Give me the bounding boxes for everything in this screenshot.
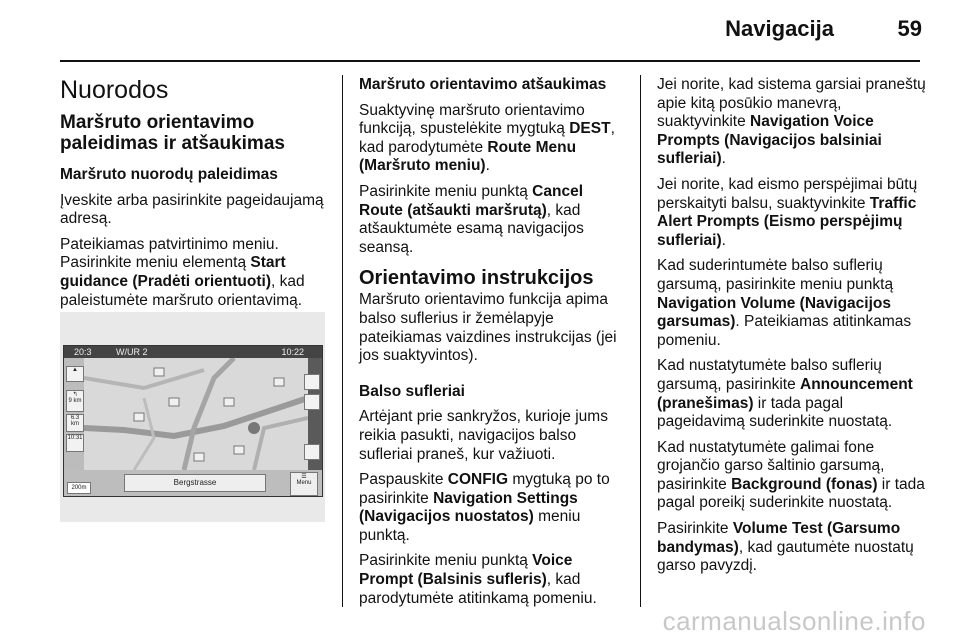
paragraph: Maršruto orientavimo funkcija apima balso suflerius ir žemėlapyje pateikiamas vaizdines instrukcijas (jei jos suaktyvintos). (359, 291, 617, 365)
nav-map (84, 358, 308, 470)
nav-status-bar (64, 346, 322, 358)
paragraph: Artėjant prie sankryžos, kurioje jums reikia pasukti, navigacijos balso sufleriai praneš, kur važiuoti. (359, 408, 608, 463)
paragraph: Kad nustatytumėte galimai fone grojančio garso šaltinio garsumą, pasirinkite Background (fonas) ir tada pagal poreikį suderinkite nuostatą. (657, 438, 925, 512)
paragraph: Kad nustatytumėte balso suflerių garsumą, pasirinkite Announcement (pranešimas) ir tada pagal pageidavimą suderinkite nuostatą. (657, 357, 913, 431)
paragraph: Pateikiamas patvirtinimo meniu. Pasirinkite meniu elementą Start guidance (Pradėti orientuoti), kad paleistumėte maršruto orientavimą. (60, 235, 305, 309)
map-graphic (84, 358, 308, 470)
zoom-in-icon[interactable] (304, 374, 320, 390)
paragraph: Suaktyvinę maršruto orientavimo funkciją, spustelėkite mygtuką DEST, kad parodytumėte Route Menu (Maršruto meniu). (359, 101, 615, 175)
paragraph-heading: Balso sufleriai (359, 382, 465, 400)
paragraph: Jei norite, kad eismo perspėjimai būtų perskaityti balsu, suaktyvinkite Traffic Alert Prompts (Eismo perspėjimų sufleriai). (657, 175, 918, 249)
subsection-title: Maršruto orientavimo paleidimas ir atšaukimas (60, 112, 285, 154)
nav-guidance-panel (64, 358, 84, 480)
header-rule (60, 60, 920, 62)
paragraph-heading: Maršruto orientavimo atšaukimas (359, 76, 607, 93)
turn-arrow-icon: ↰ 9 km (66, 390, 84, 412)
menu-icon: ☰ (301, 474, 307, 480)
map-option-icon[interactable] (304, 444, 320, 460)
paragraph: Įveskite arba pasirinkite pageidaujamą adresą. (60, 191, 324, 228)
compass-icon[interactable]: ▲ (66, 366, 84, 382)
menu-button[interactable]: ☰ Menu (290, 472, 318, 496)
nav-distance: 6.3 km (66, 414, 84, 432)
nav-road-name: W/UR 2 (116, 347, 148, 357)
column-2 (359, 76, 629, 615)
nav-display (63, 345, 323, 497)
map-scale: 200m (67, 482, 91, 494)
nav-bottom-bar (64, 470, 322, 496)
navigation-screenshot (60, 312, 325, 522)
column-1 (60, 76, 328, 317)
nav-arrival: 10:31 (66, 434, 84, 452)
paragraph: Pasirinkite meniu punktą Voice Prompt (Balsinis sufleris), kad parodytumėte atitinkamą pomeniu. (359, 552, 597, 607)
column-3 (657, 76, 929, 583)
nav-eta: 10:22 (281, 347, 304, 357)
page-number: 59 (897, 16, 922, 41)
header-title: Navigacija (725, 16, 834, 41)
paragraph-heading: Maršruto nuorodų paleidimas (60, 166, 278, 183)
current-street-button[interactable]: Bergstrasse (124, 474, 266, 492)
paragraph: Pasirinkite Volume Test (Garsumo bandymas), kad gautumėte nuostatų garso pavyzdį. (657, 520, 914, 575)
zoom-out-icon[interactable] (304, 394, 320, 410)
subsection-title: Orientavimo instrukcijos (359, 267, 594, 290)
paragraph: Jei norite, kad sistema garsiai praneštų apie kitą posūkio manevrą, suaktyvinkite Navigation Voice Prompts (Navigacijos balsiniai sufleriai). (657, 76, 926, 168)
column-divider (342, 75, 343, 607)
paragraph: Pasirinkite meniu punktą Cancel Route (atšaukti maršrutą), kad atšauktumėte esamą navigacijos seansą. (359, 182, 584, 256)
paragraph: Paspauskite CONFIG mygtuką po to pasirinkite Navigation Settings (Navigacijos nuostatos) meniu punktą. (359, 471, 610, 544)
paragraph: Kad suderintumėte balso suflerių garsumą, pasirinkite meniu punktą Navigation Volume (Navigacijos garsumas). Pateikiamas atitinkamas pomeniu. (657, 257, 912, 349)
column-divider (640, 75, 641, 607)
nav-clock: 20:3 (74, 347, 92, 357)
watermark: carmanualsonline.info (662, 606, 926, 636)
section-title: Nuorodos (60, 76, 169, 104)
